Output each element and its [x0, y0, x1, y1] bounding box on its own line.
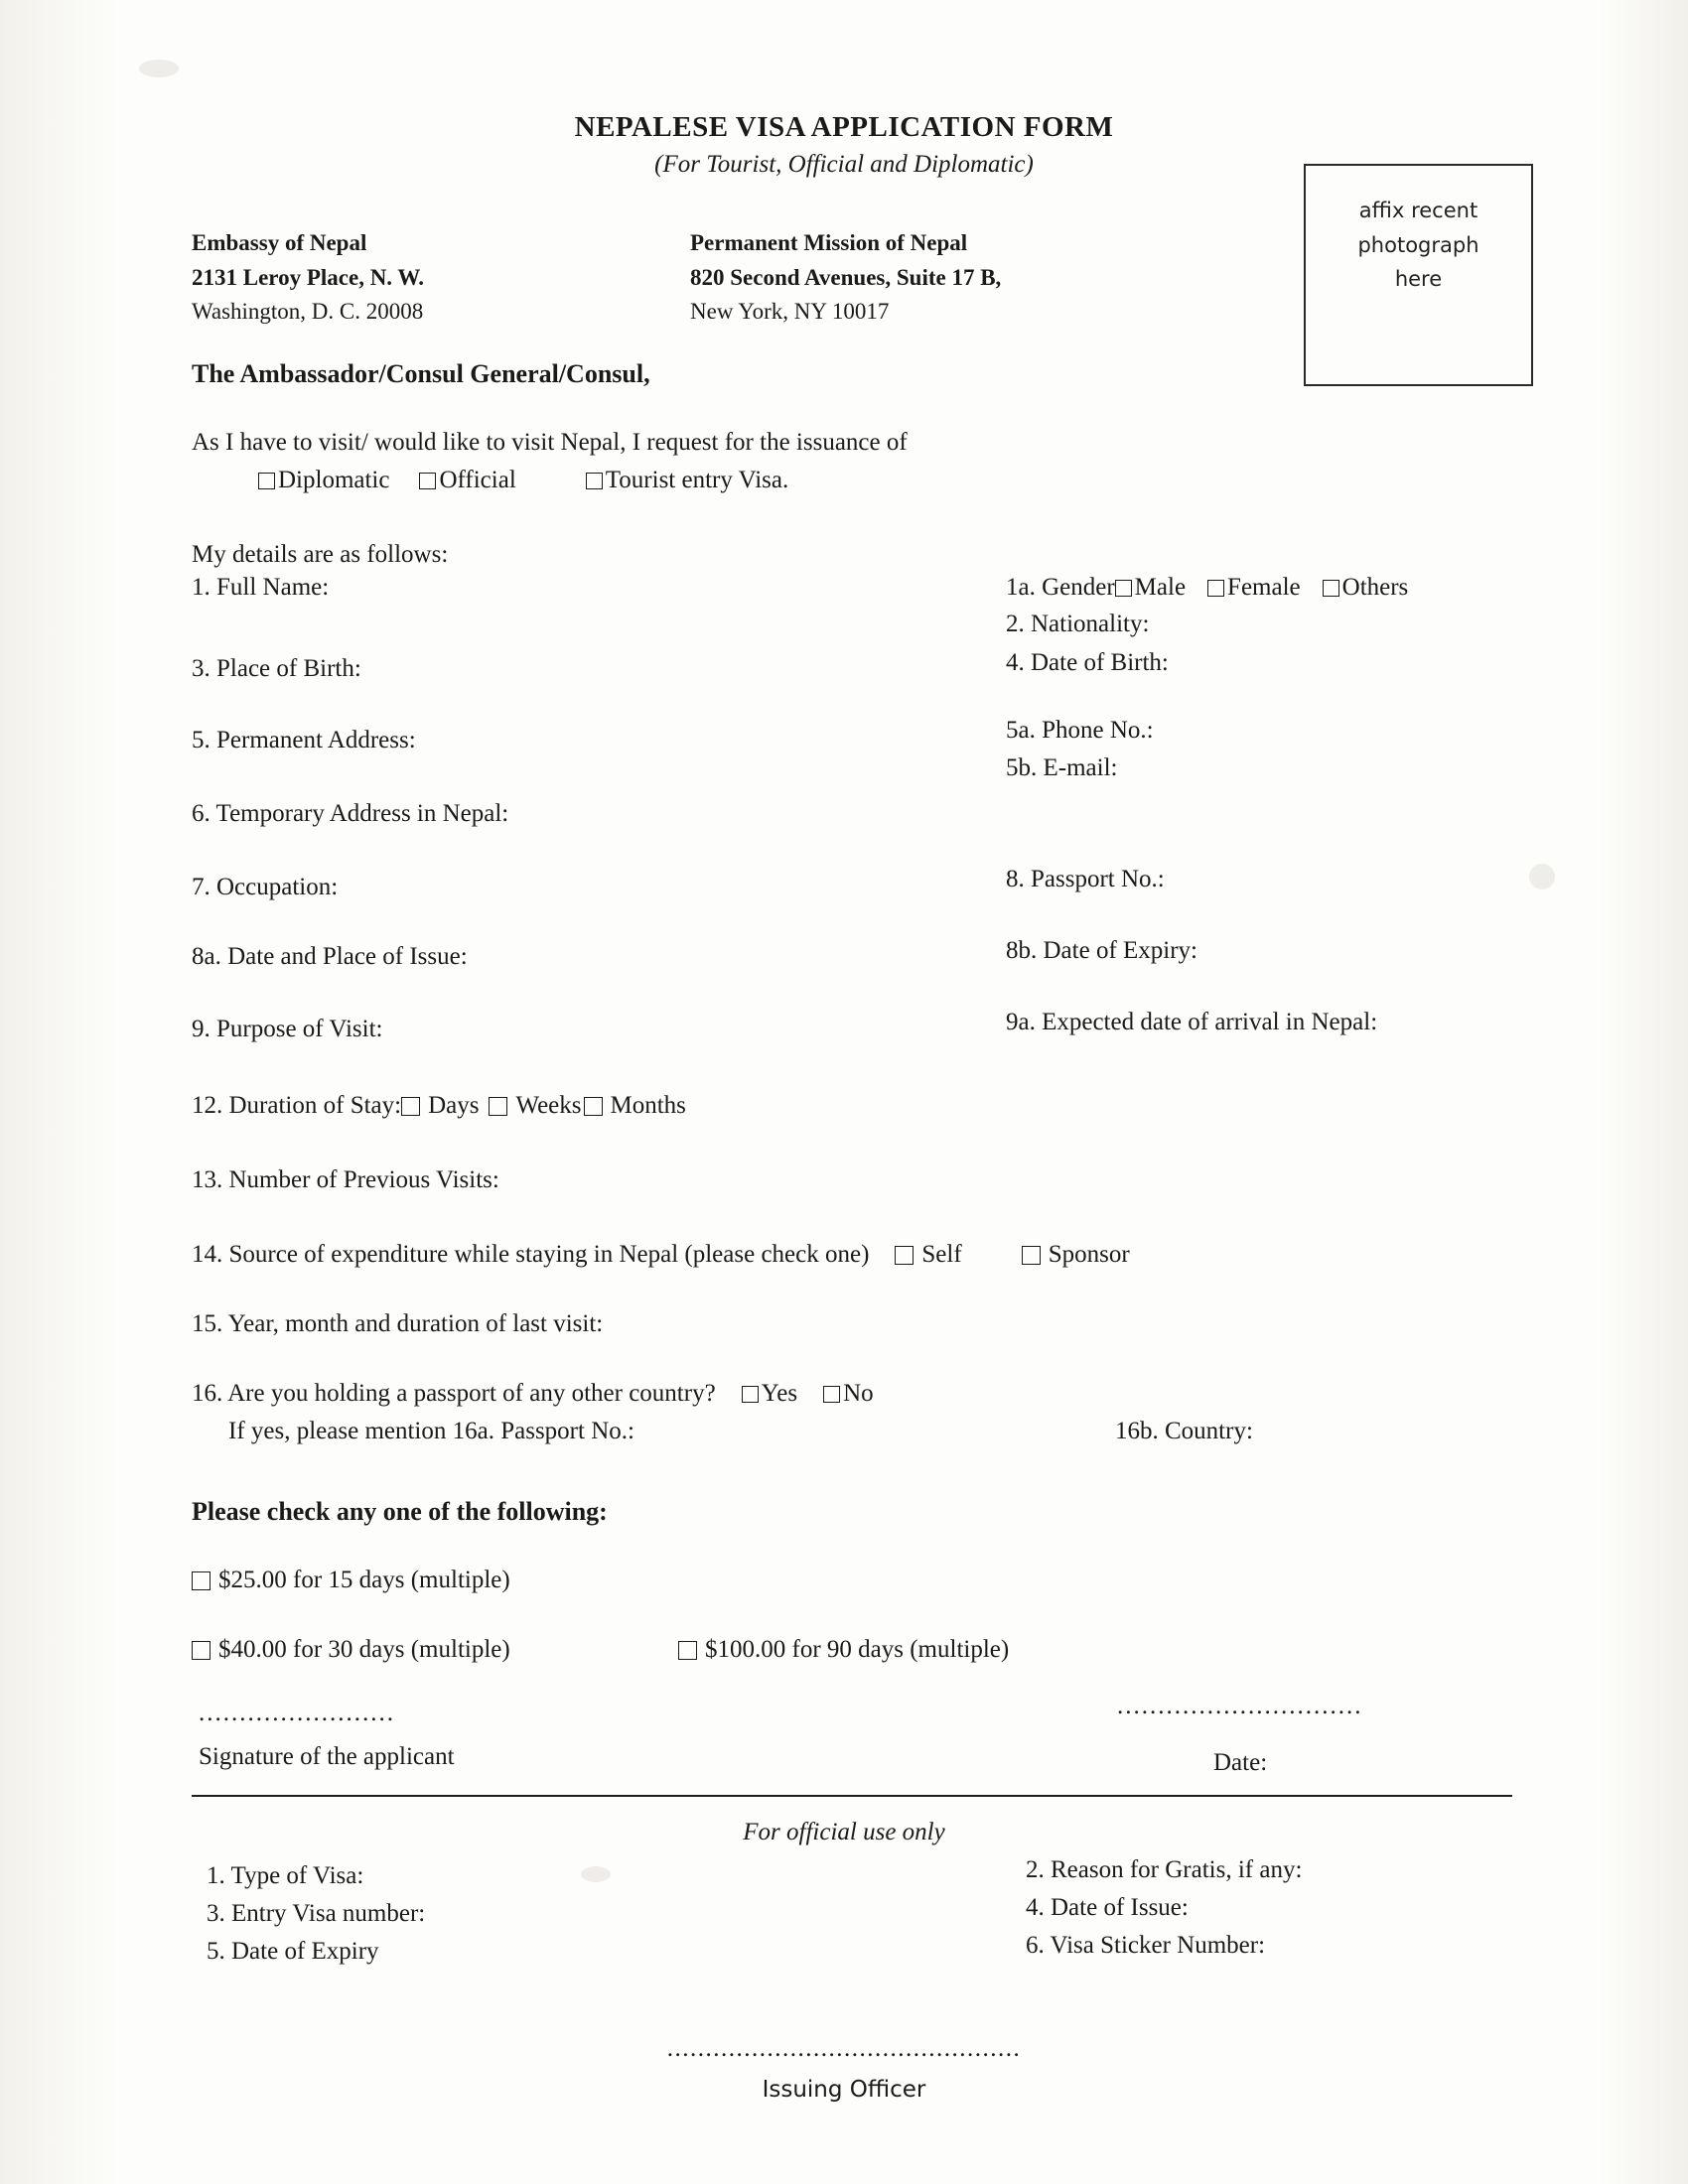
field-other-passport	[192, 1380, 874, 1408]
checkbox-icon[interactable]	[1115, 580, 1132, 597]
mission-city: New York, NY 10017	[690, 299, 890, 324]
field-duration-of-stay	[192, 1092, 686, 1120]
duration-weeks-label: Weeks	[515, 1092, 582, 1119]
fee-option-25-label: $25.00 for 15 days (multiple)	[218, 1567, 510, 1593]
q16-no-label: No	[843, 1380, 874, 1407]
source-sponsor-label: Sponsor	[1048, 1241, 1130, 1268]
fee-option-100-label: $100.00 for 90 days (multiple)	[705, 1636, 1010, 1663]
checkbox-icon	[586, 473, 603, 489]
duration-months-label: Months	[610, 1092, 686, 1119]
field-expected-arrival-date[interactable]: 9a. Expected date of arrival in Nepal:	[1006, 1009, 1378, 1035]
embassy-name: Embassy of Nepal	[192, 230, 367, 255]
field-date-of-birth[interactable]: 4. Date of Birth:	[1006, 649, 1169, 676]
field-nationality[interactable]: 2. Nationality:	[1006, 611, 1150, 637]
field-permanent-address[interactable]: 5. Permanent Address:	[192, 727, 416, 753]
official-date-of-expiry[interactable]: 5. Date of Expiry	[207, 1938, 379, 1965]
checkbox-icon	[192, 1641, 211, 1660]
field-place-of-birth[interactable]: 3. Place of Birth:	[192, 655, 361, 682]
fee-option-100[interactable]	[678, 1636, 1009, 1664]
field-source-of-expenditure	[192, 1241, 1130, 1269]
request-line: As I have to visit/ would like to visit Nepal, I request for the issuance of	[192, 429, 908, 456]
official-use-heading: For official use only	[743, 1819, 945, 1845]
field-passport-no[interactable]: 8. Passport No.:	[1006, 866, 1165, 892]
checkbox-icon[interactable]	[584, 1097, 603, 1116]
details-heading: My details are as follows:	[192, 541, 449, 568]
embassy-address	[192, 226, 424, 330]
photo-affix-box	[1304, 164, 1533, 386]
photo-box-line2: photograph	[1357, 232, 1479, 257]
q16-yes-label: Yes	[761, 1380, 798, 1407]
field-email[interactable]: 5b. E-mail:	[1006, 754, 1118, 781]
field-gender	[1006, 574, 1408, 602]
field-number-previous-visits[interactable]: 13. Number of Previous Visits:	[192, 1166, 499, 1193]
duration-label: 12. Duration of Stay:	[192, 1092, 402, 1119]
page-subtitle: (For Tourist, Official and Diplomatic)	[654, 151, 1034, 178]
scan-smudge	[139, 60, 179, 77]
scan-smudge	[1529, 864, 1555, 889]
checkbox-diplomatic[interactable]	[258, 467, 389, 494]
fee-option-40-label: $40.00 for 30 days (multiple)	[218, 1636, 510, 1663]
checkbox-icon[interactable]	[489, 1097, 507, 1116]
page-title: NEPALESE VISA APPLICATION FORM	[574, 111, 1114, 143]
issuing-officer-label: Issuing Officer	[762, 2077, 926, 2103]
checkbox-icon	[192, 1571, 211, 1590]
checkbox-tourist-label: Tourist entry Visa.	[605, 467, 789, 493]
checkbox-icon[interactable]	[401, 1097, 420, 1116]
checkbox-icon[interactable]	[1207, 580, 1224, 597]
official-date-of-issue[interactable]: 4. Date of Issue:	[1026, 1894, 1189, 1921]
checkbox-tourist[interactable]	[586, 467, 788, 494]
embassy-city: Washington, D. C. 20008	[192, 299, 424, 324]
checkbox-icon[interactable]	[823, 1386, 840, 1403]
gender-male-label: Male	[1134, 574, 1187, 601]
section-divider	[192, 1795, 1512, 1797]
checkbox-official-label: Official	[439, 467, 516, 493]
field-full-name[interactable]: 1. Full Name:	[192, 574, 330, 601]
checkbox-icon[interactable]	[1323, 580, 1339, 597]
fee-section-heading: Please check any one of the following:	[192, 1497, 608, 1526]
field-occupation[interactable]: 7. Occupation:	[192, 874, 339, 900]
checkbox-icon	[258, 473, 275, 489]
mission-street: 820 Second Avenues, Suite 17 B,	[690, 264, 1002, 290]
source-label: 14. Source of expenditure while staying in Nepal (please check one)	[192, 1241, 870, 1268]
checkbox-icon	[419, 473, 436, 489]
q16-label: 16. Are you holding a passport of any other country?	[192, 1380, 716, 1407]
field-other-passport-country[interactable]: 16b. Country:	[1115, 1418, 1253, 1444]
official-reason-for-gratis[interactable]: 2. Reason for Gratis, if any:	[1026, 1856, 1303, 1883]
fee-option-25[interactable]	[192, 1567, 510, 1594]
checkbox-official[interactable]	[419, 467, 515, 494]
entry-visa-type-options	[258, 467, 788, 494]
mission-address	[690, 226, 1001, 330]
checkbox-icon[interactable]	[1022, 1246, 1041, 1265]
scan-edge-right	[1599, 0, 1688, 2184]
source-self-label: Self	[921, 1241, 962, 1268]
signature-label: Signature of the applicant	[199, 1743, 455, 1770]
date-dotted-line: ..............................	[1117, 1693, 1363, 1719]
field-phone-no[interactable]: 5a. Phone No.:	[1006, 717, 1154, 744]
checkbox-icon[interactable]	[895, 1246, 914, 1265]
mission-name: Permanent Mission of Nepal	[690, 230, 968, 255]
photo-box-line1: affix recent	[1358, 199, 1478, 222]
fee-option-40[interactable]	[192, 1636, 510, 1664]
field-date-of-expiry[interactable]: 8b. Date of Expiry:	[1006, 937, 1198, 964]
checkbox-diplomatic-label: Diplomatic	[278, 467, 390, 493]
field-temporary-address-nepal[interactable]: 6. Temporary Address in Nepal:	[192, 800, 509, 827]
gender-female-label: Female	[1227, 574, 1301, 601]
checkbox-icon[interactable]	[742, 1386, 759, 1403]
official-entry-visa-number[interactable]: 3. Entry Visa number:	[207, 1900, 426, 1927]
field-purpose-of-visit[interactable]: 9. Purpose of Visit:	[192, 1016, 383, 1042]
gender-others-label: Others	[1341, 574, 1409, 601]
date-label: Date:	[1213, 1749, 1268, 1776]
gender-label: 1a. Gender	[1006, 574, 1115, 601]
official-type-of-visa[interactable]: 1. Type of Visa:	[207, 1862, 364, 1889]
signature-dotted-line: ........................	[199, 1700, 395, 1726]
duration-days-label: Days	[428, 1092, 480, 1119]
checkbox-icon	[678, 1641, 697, 1660]
field-last-visit-details[interactable]: 15. Year, month and duration of last visit:	[192, 1310, 604, 1337]
scan-edge-left	[0, 0, 119, 2184]
embassy-street: 2131 Leroy Place, N. W.	[192, 264, 425, 290]
official-visa-sticker-number[interactable]: 6. Visa Sticker Number:	[1026, 1932, 1266, 1959]
salutation: The Ambassador/Consul General/Consul,	[192, 359, 650, 388]
photo-box-line3: here	[1394, 267, 1443, 292]
issuing-officer-dotted-line: ..............................................	[666, 2035, 1022, 2062]
field-other-passport-no[interactable]: If yes, please mention 16a. Passport No.:	[228, 1418, 634, 1444]
field-date-place-of-issue[interactable]: 8a. Date and Place of Issue:	[192, 943, 468, 970]
scan-smudge	[581, 1866, 611, 1882]
